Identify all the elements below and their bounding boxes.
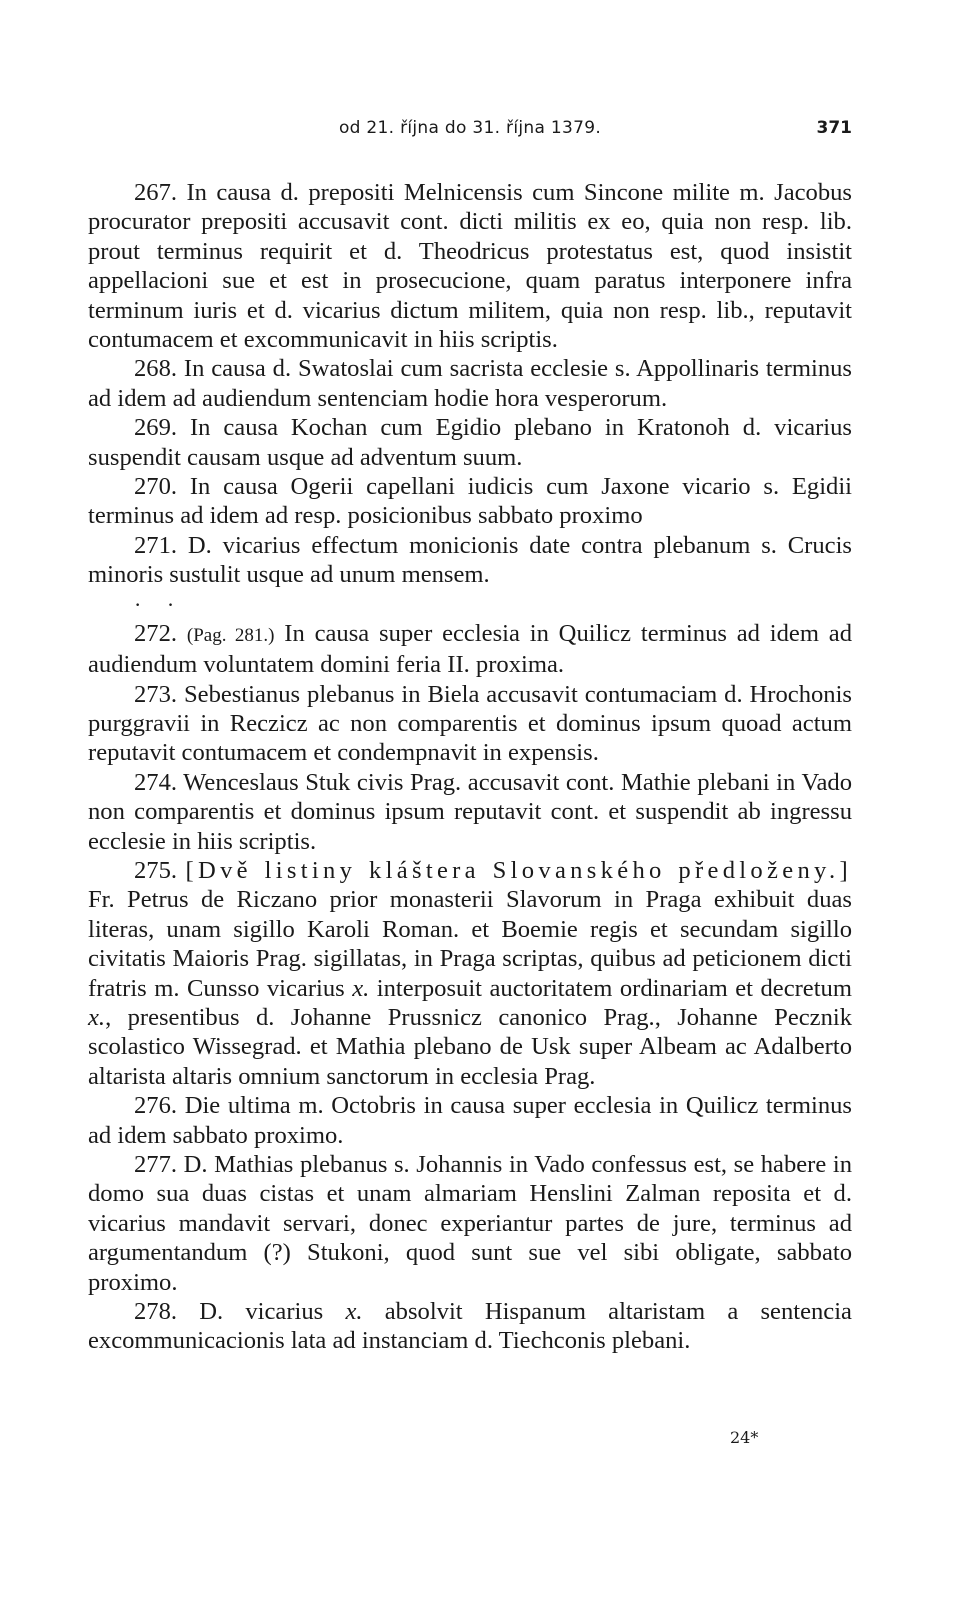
entry-276: 276. Die ultima m. Octobris in causa super ecclesia in Quilicz terminus ad idem sabbato proximo.	[88, 1092, 852, 1149]
entry-278	[88, 1297, 852, 1356]
entry-270: 270. In causa Ogerii capellani iudicis cum Jaxone vicario s. Egidii terminus ad idem ad resp. posicionibus sabbato proximo	[88, 473, 852, 530]
running-head	[88, 118, 852, 148]
entry-271: 271. D. vicarius effectum monicionis date contra plebanum s. Crucis minoris sustulit usque ad unum mensem.	[88, 531, 852, 589]
entry-273: 273. Sebestianus plebanus in Biela accusavit contumaciam d. Hrochonis purggravii in Reczicz ac non comparentis et dominus ipsum quoad actum reputavit contumacem et condempnavit in expensis.	[88, 680, 852, 767]
entry-278-abbrev: x.	[345, 1298, 363, 1326]
entry-275-spaced-heading: [Dvě listiny kláštera Slovanského předloženy.]	[185, 856, 852, 884]
entry-275-text-3: , presentibus d. Johanne Prussnicz canonico Prag., Johanne Pecznik scolastico Wissegrad. et Mathia plebano de Usk super Albeam ac Adalberto altarista altaris omnium sanctorum in ecclesia Prag.	[88, 1003, 852, 1090]
entry-275-abbrev-2: x.	[88, 1003, 106, 1031]
body-text	[88, 178, 852, 1356]
entry-275-text-1: Fr. Petrus de Riczano prior monasterii Slavorum in Praga exhibuit duas literas, unam sigillo Karoli Roman. et Boemie regis et secundam sigillo civitatis Maioris Prag. sigillatas, in Praga scriptas, quibus ad peticionem dicti fratris m. Cunsso vicarius	[88, 886, 852, 1002]
entry-275-abbrev-1: x.	[352, 974, 370, 1002]
running-title: od 21. října do 31. října 1379.	[338, 118, 602, 138]
entry-275	[88, 856, 852, 1091]
entry-267: 267. In causa d. prepositi Melnicensis cum Sincone milite m. Jacobus procurator prepositi accusavit cont. dicti militis ex eo, quia non resp. lib. prout terminus requirit et d. Theodricus protestatus est, quod insistit appellacioni sue et est in prosecucione, quam paratus interponere infra terminum iuris et d. vicarius dictum militem, quia non resp. lib., reputavit contumacem et excommunicavit in hiis scriptis.	[88, 179, 852, 354]
separator-dots: · ·	[134, 591, 185, 617]
entry-272	[88, 619, 852, 680]
entry-278-text-a: 278. D. vicarius	[134, 1298, 324, 1326]
entry-272-text: In causa super ecclesia in Quilicz terminus ad idem ad audiendum voluntatem domini feria II. proxima.	[88, 619, 853, 679]
entry-268: 268. In causa d. Swatoslai cum sacrista ecclesie s. Appollinaris terminus ad idem ad audiendum sentenciam hodie hora vesperorum.	[88, 355, 852, 412]
entry-272-number: 272.	[134, 619, 178, 647]
entry-275-number: 275.	[134, 856, 178, 884]
signature-mark: 24*	[730, 1428, 759, 1447]
entry-274: 274. Wenceslaus Stuk civis Prag. accusavit cont. Mathie plebani in Vado non comparentis et dominus ipsum reputavit cont. et suspendit ab ingressu ecclesie in hiis scriptis.	[88, 768, 852, 855]
page-number: 371	[816, 118, 852, 138]
entry-277: 277. D. Mathias plebanus s. Johannis in Vado confessus est, se habere in domo sua duas cistas et unam almariam Henslini Zalman reposita et d. vicarius mandavit servari, donec experiantur partes de jure, terminus ad argumentandum (?) Stukoni, quod sunt sue vel sibi obligate, sabbato proximo.	[88, 1151, 852, 1296]
page-reference: (Pag. 281.)	[186, 624, 275, 646]
entry-278-text-b: absolvit Hispanum altaristam a sentencia excommunicacionis lata ad instanciam d. Tiechconis plebani.	[88, 1298, 852, 1355]
entry-269: 269. In causa Kochan cum Egidio plebano in Kratonoh d. vicarius suspendit causam usque ad adventum suum.	[88, 414, 852, 471]
entry-275-text-2: interposuit auctoritatem ordinariam et decretum	[376, 974, 852, 1002]
